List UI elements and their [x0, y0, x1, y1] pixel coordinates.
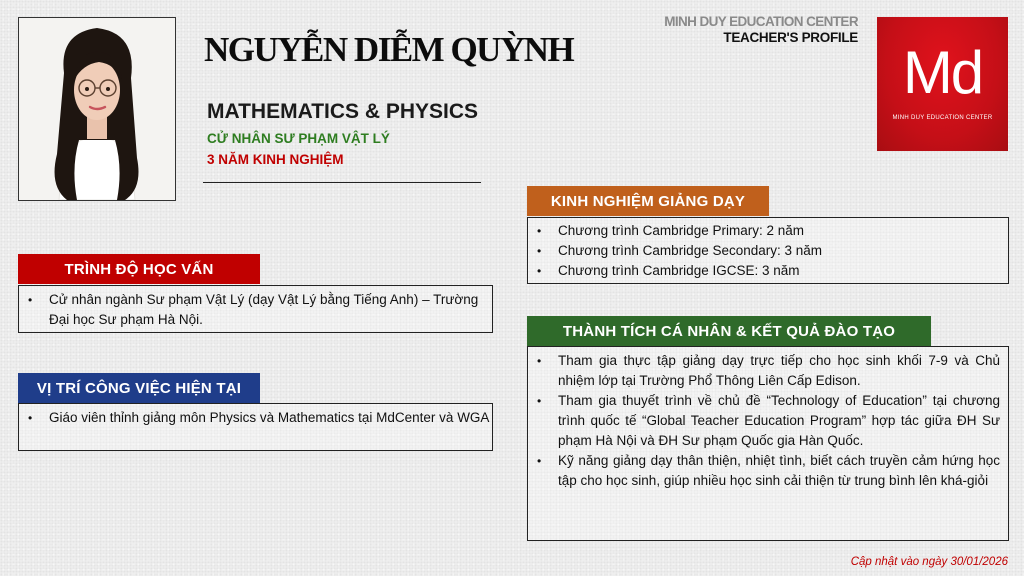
teaching-experience-item-text: Chương trình Cambridge Primary: 2 năm [558, 223, 804, 238]
teacher-experience: 3 NĂM KINH NGHIỆM [207, 152, 344, 167]
center-logo [877, 17, 1008, 151]
teaching-experience-header: KINH NGHIỆM GIẢNG DẠY [527, 186, 769, 216]
achievement-item [528, 351, 1000, 391]
bullet-icon: • [28, 411, 33, 425]
teaching-experience-item [528, 221, 1008, 241]
education-list [19, 290, 492, 330]
bullet-icon: • [537, 394, 542, 408]
teaching-experience-list [528, 221, 1008, 281]
logo-subtitle: MINH DUY EDUCATION CENTER [892, 115, 993, 121]
header-divider [203, 182, 481, 183]
achievement-item-text: Tham gia thuyết trình về chủ đề “Technology of Education” tại chương trình quốc tế “Global Teacher Education Program” hợp tác giữa ĐH Sư phạm Hà Nội và ĐH Sư phạm Quốc gia Hàn Quốc. [558, 393, 1000, 448]
teacher-name: NGUYỄN DIỄM QUỲNH [204, 30, 574, 69]
profile-label: TEACHER'S PROFILE [723, 30, 858, 45]
achievement-item [528, 391, 1000, 451]
teaching-experience-item [528, 261, 1008, 281]
education-header: TRÌNH ĐỘ HỌC VẤN [18, 254, 260, 284]
teaching-experience-item-text: Chương trình Cambridge IGCSE: 3 năm [558, 263, 800, 278]
current-job-header: VỊ TRÍ CÔNG VIỆC HIỆN TẠI [18, 373, 260, 403]
achievements-list [528, 351, 1000, 491]
current-job-item [19, 408, 492, 428]
bullet-icon: • [537, 454, 542, 468]
bullet-icon: • [537, 264, 542, 278]
bullet-icon: • [537, 354, 542, 368]
teaching-experience-item-text: Chương trình Cambridge Secondary: 3 năm [558, 243, 823, 258]
education-item [19, 290, 492, 330]
bullet-icon: • [537, 244, 542, 258]
achievements-header: THÀNH TÍCH CÁ NHÂN & KẾT QUẢ ĐÀO TẠO [527, 316, 931, 346]
teaching-experience-item [528, 241, 1008, 261]
bullet-icon: • [28, 293, 33, 307]
update-date: Cập nhật vào ngày 30/01/2026 [850, 556, 1008, 568]
teaching-experience-box [527, 217, 1009, 284]
teacher-degree: CỬ NHÂN SƯ PHẠM VẬT LÝ [207, 131, 390, 146]
teacher-photo [18, 17, 176, 201]
current-job-box [18, 403, 493, 451]
center-name: MINH DUY EDUCATION CENTER [664, 14, 858, 29]
achievement-item-text: Kỹ năng giảng dạy thân thiện, nhiệt tình, biết cách truyền cảm hứng học tập cho học sinh, giúp nhiều học sinh cải thiện từ trung bình lên khá-giỏi [558, 453, 1000, 488]
logo-mark: Md [902, 39, 983, 106]
achievement-item-text: Tham gia thực tập giảng dạy trực tiếp cho học sinh khối 7-9 và Chủ nhiệm lớp tại Trường Phổ Thông Liên Cấp Edison. [558, 353, 1000, 388]
teacher-portrait-image [19, 18, 175, 200]
education-item-text: Cử nhân ngành Sư phạm Vật Lý (dạy Vật Lý bằng Tiếng Anh) – Trường Đại học Sư phạm Hà Nội. [49, 292, 479, 327]
current-job-item-text: Giáo viên thỉnh giảng môn Physics và Mathematics tại MdCenter và WGA [49, 410, 490, 425]
bullet-icon: • [537, 224, 542, 238]
achievement-item [528, 451, 1000, 491]
teacher-subject: MATHEMATICS & PHYSICS [207, 100, 479, 123]
education-box [18, 285, 493, 333]
achievements-box [527, 346, 1009, 541]
current-job-list [19, 408, 492, 428]
